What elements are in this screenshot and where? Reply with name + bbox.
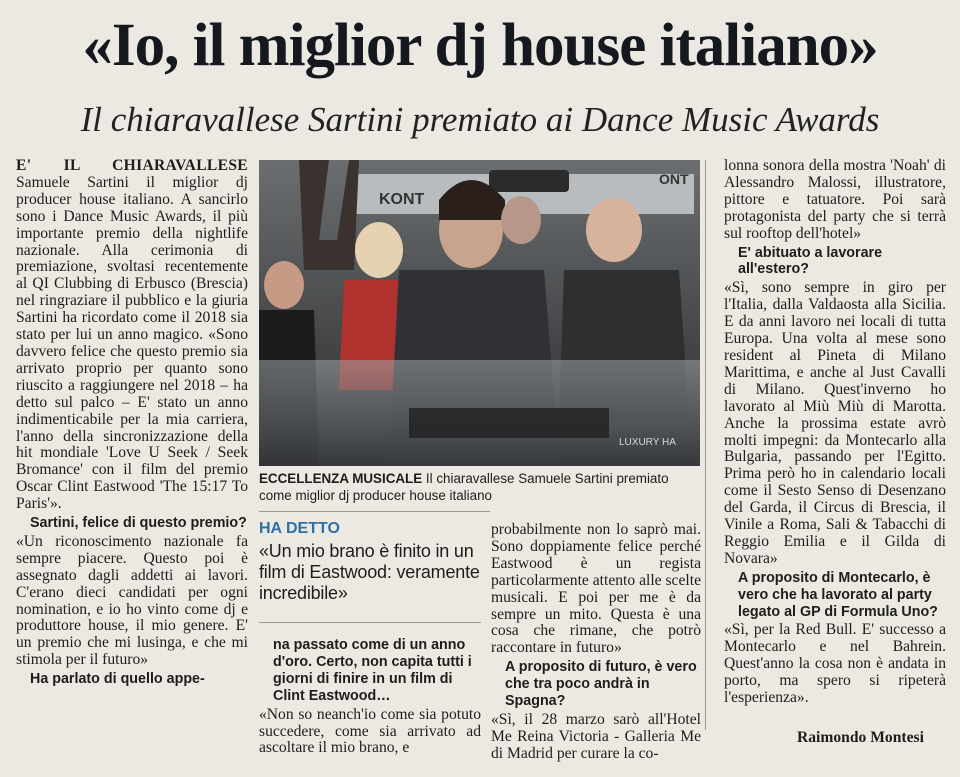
dj-photo	[259, 160, 700, 466]
column-rule	[705, 160, 706, 730]
article-column-3	[491, 522, 701, 763]
answer-3: «Sì, il 28 marzo sarò all'Hotel Me Reina Victoria - Galleria Me di Madrid per curare la co-	[491, 710, 701, 762]
question-1: Sartini, felice di questo premio?	[30, 515, 247, 532]
author-signature: Raimondo Montesi	[797, 729, 924, 746]
divider	[259, 511, 490, 512]
answer-4: «Sì, sono sempre in giro per l'Italia, dalla Valdaosta alla Sicilia. E da anni lavoro nei locali di tutta Europa. Una volta al mese sono resident al Pineta di Milano Marittima, e anche al Just Cavalli di Milano. Quest'inverno ho lavorato al Miù Miù di Marotta. Anche la prossima estate avrò molti impegni: da Montecarlo alla Bulgaria, passando per l'Egitto. Prima però ho in calendario locali come il Sesto Senso di Desenzano del Garda, il Circus di Brescia, il Vinile a Roma, Sali & Tabacchi di Reggio Emilia e il Gilda di Novara»	[724, 279, 946, 567]
intro-text: Samuele Sartini il miglior dj producer house italiano. A sancirlo sono i Dance Music Awards, il più importante premio della nightlife nazionale. Alla cerimonia di premiazione, svoltasi recentemente al QI Clubbing di Erbusco (Brescia) nel ringraziare il pubblico e la giuria Sartini ha ricordato come il 2018 sia stato per lui un anno magico. «Sono davvero felice che questo premio sia arrivato proprio per quanto sono riuscito a raggiungere nel 2018 – ha detto sul palco – E' stato un anno indimenticabile per la mia carriera, l'anno della sincronizzazione della hit mondiale 'Love U Seek / Seek Bromance' con il film del premio Oscar Clint Eastwood 'The 15:17 To Paris'».	[16, 173, 248, 513]
answer-2: «Non so neanch'io come sia potuto succedere, come sia arrivato ad ascoltare il mio brano, e	[259, 705, 481, 757]
deck-label: LUXURY HA	[619, 437, 676, 448]
subheadline: Il chiaravallese Sartini premiato ai Dance Music Awards	[80, 100, 880, 139]
headline: «Io, il miglior dj house italiano»	[82, 12, 878, 79]
article-column-1	[16, 158, 248, 690]
lead-in: E' IL CHIARAVALLESE	[16, 157, 248, 174]
answer-3-cont: lonna sonora della mostra 'Noah' di Alessandro Malossi, illustratore, pittore e tatuatore. Poi sarà protagonista del party che si terrà sul rooftop dell'hotel»	[724, 157, 946, 242]
answer-1: «Un riconoscimento nazionale fa sempre piacere. Questo poi è assegnato dagli addetti ai lavori. C'erano dieci candidati per ogni nomination, e io ho vinto come dj e produttore house, il mio genere. E' un premio che mi lusinga, e che mi stimola per il futuro»	[16, 532, 248, 669]
paragraph-intro	[16, 158, 248, 513]
pull-quote-text: «Un mio brano è finito in un film di Eastwood: veramente incredibile»	[259, 541, 480, 603]
answer-2-cont: probabilmente non lo saprò mai. Sono doppiamente felice perché Eastwood è un regista particolarmente attento alle scelte musicali. E poi per me è da sempre un mito. Questa è una cosa che rimane, che potrò raccontare in futuro»	[491, 521, 701, 657]
photo-caption	[259, 470, 704, 504]
pull-quote-box	[259, 519, 481, 604]
question-4: E' abituato a lavorare all'estero?	[738, 244, 883, 278]
question-2-cont: na passato come di un anno d'oro. Certo, non capita tutti i giorni di finire in un film di Clint Eastwood…	[273, 637, 472, 704]
club-sign-left: KONT	[379, 191, 425, 208]
question-5: A proposito di Montecarlo, è vero che ha lavorato al party legato al GP di Formula Uno?	[738, 569, 938, 620]
photo-illustration	[259, 160, 700, 466]
divider	[259, 622, 481, 623]
caption-title: ECCELLENZA MUSICALE	[259, 471, 423, 486]
question-2-start: Ha parlato di quello appe-	[30, 671, 205, 688]
answer-5: «Sì, per la Red Bull. E' successo a Montecarlo e nel Bahrein. Quest'anno la cosa non è andata in porto, ma spero si ripeterà l'esperienza».	[724, 621, 946, 707]
article-column-4	[724, 158, 946, 707]
pull-quote-label: HA DETTO	[259, 520, 340, 537]
article-column-2	[259, 635, 481, 757]
question-3: A proposito di futuro, è vero che tra poco andrà in Spagna?	[505, 659, 697, 710]
caption-text: Il chiaravallese Samuele Sartini premiato come miglior dj producer house italiano	[259, 471, 669, 503]
club-sign-right: ONT	[659, 171, 689, 187]
